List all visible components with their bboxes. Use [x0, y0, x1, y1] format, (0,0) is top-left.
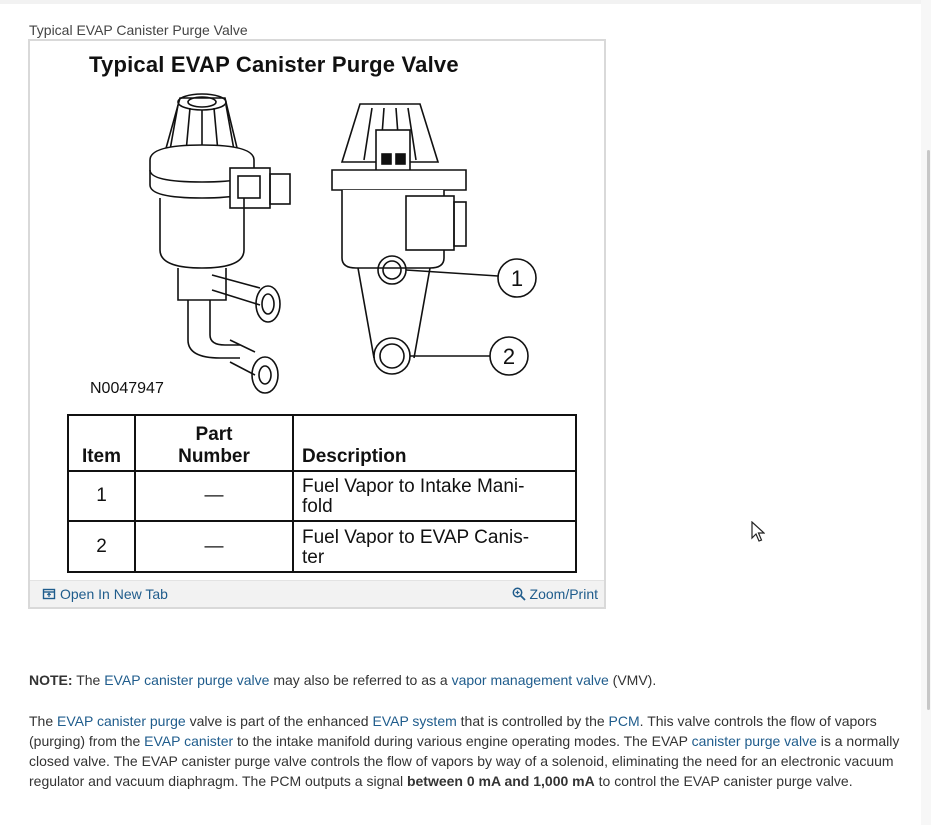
evap-canister-link[interactable]: EVAP canister	[144, 733, 234, 749]
row-2-item: 2	[68, 521, 135, 572]
paragraph-text: valve is part of the enhanced	[185, 713, 373, 729]
top-divider	[0, 0, 931, 4]
valve-illustration	[120, 90, 560, 400]
table-row	[68, 521, 576, 572]
valve-perspective-view	[150, 94, 290, 393]
parts-table	[67, 414, 577, 573]
evap-system-link[interactable]: EVAP system	[372, 713, 457, 729]
paragraph-text: to control the EVAP canister purge valve.	[594, 773, 853, 789]
paragraph-text: The	[29, 713, 58, 729]
note-paragraph	[29, 670, 914, 690]
header-description: Description	[293, 415, 576, 471]
canister-purge-valve-link[interactable]: canister purge valve	[691, 733, 817, 749]
paragraph-text: . This valve controls the flow of vapors (purging) from the	[29, 713, 877, 749]
open-new-tab-icon	[42, 587, 56, 601]
row-2-part: —	[135, 521, 293, 572]
scrollbar-thumb[interactable]	[927, 150, 930, 710]
header-part-number	[135, 415, 293, 471]
figure-caption: Typical EVAP Canister Purge Valve	[29, 22, 248, 38]
row-1-description	[293, 471, 576, 522]
note-label: NOTE:	[29, 672, 73, 688]
row-1-desc-line1: Fuel Vapor to Intake Mani-	[302, 476, 525, 498]
evap-canister-purge-link[interactable]: EVAP canister purge	[57, 713, 186, 729]
row-1-item: 1	[68, 471, 135, 522]
row-1-part: —	[135, 471, 293, 522]
header-item: Item	[68, 415, 135, 471]
note-text: (VMV).	[608, 672, 657, 688]
evap-canister-purge-valve-link[interactable]: EVAP canister purge valve	[104, 672, 270, 688]
row-2-desc-line1: Fuel Vapor to EVAP Canis-	[302, 526, 530, 548]
note-text: The	[72, 672, 105, 688]
callout-1-label: 1	[510, 266, 524, 291]
table-row	[68, 471, 576, 522]
paragraph-text: that is controlled by the	[456, 713, 609, 729]
signal-range-bold: between 0 mA and 1,000 mA	[406, 773, 595, 789]
open-in-new-tab-link[interactable]	[42, 586, 168, 602]
table-header-row	[68, 415, 576, 471]
zoom-print-label: Zoom/Print	[529, 586, 598, 602]
paragraph-text: is a normally closed valve. The EVAP canister purge valve controls the flow of vapors by way of a solenoid, eliminating the need for an electronic vacuum regulator and vacuum diaphragm. The PCM outputs a signal	[29, 733, 900, 789]
header-part-line2: Number	[178, 445, 250, 467]
diagram-title: Typical EVAP Canister Purge Valve	[89, 52, 459, 77]
open-in-new-tab-label: Open In New Tab	[60, 586, 168, 602]
row-2-description	[293, 521, 576, 572]
description-paragraph	[29, 711, 914, 791]
note-text: may also be referred to as a	[269, 672, 452, 688]
pcm-link[interactable]: PCM	[608, 713, 640, 729]
row-1-desc-line2: fold	[302, 496, 333, 518]
drawing-code: N0047947	[90, 380, 164, 397]
zoom-icon	[512, 587, 526, 601]
figure-footer	[30, 580, 604, 607]
mouse-cursor-icon	[751, 521, 765, 543]
zoom-print-link[interactable]	[512, 586, 598, 602]
row-2-desc-line2: ter	[302, 546, 325, 568]
callout-2-label: 2	[502, 344, 516, 369]
header-part-line1: Part	[195, 423, 233, 445]
valve-side-view	[332, 104, 466, 374]
vapor-management-valve-link[interactable]: vapor management valve	[451, 672, 609, 688]
paragraph-text: to the intake manifold during various engine operating modes. The EVAP	[233, 733, 692, 749]
